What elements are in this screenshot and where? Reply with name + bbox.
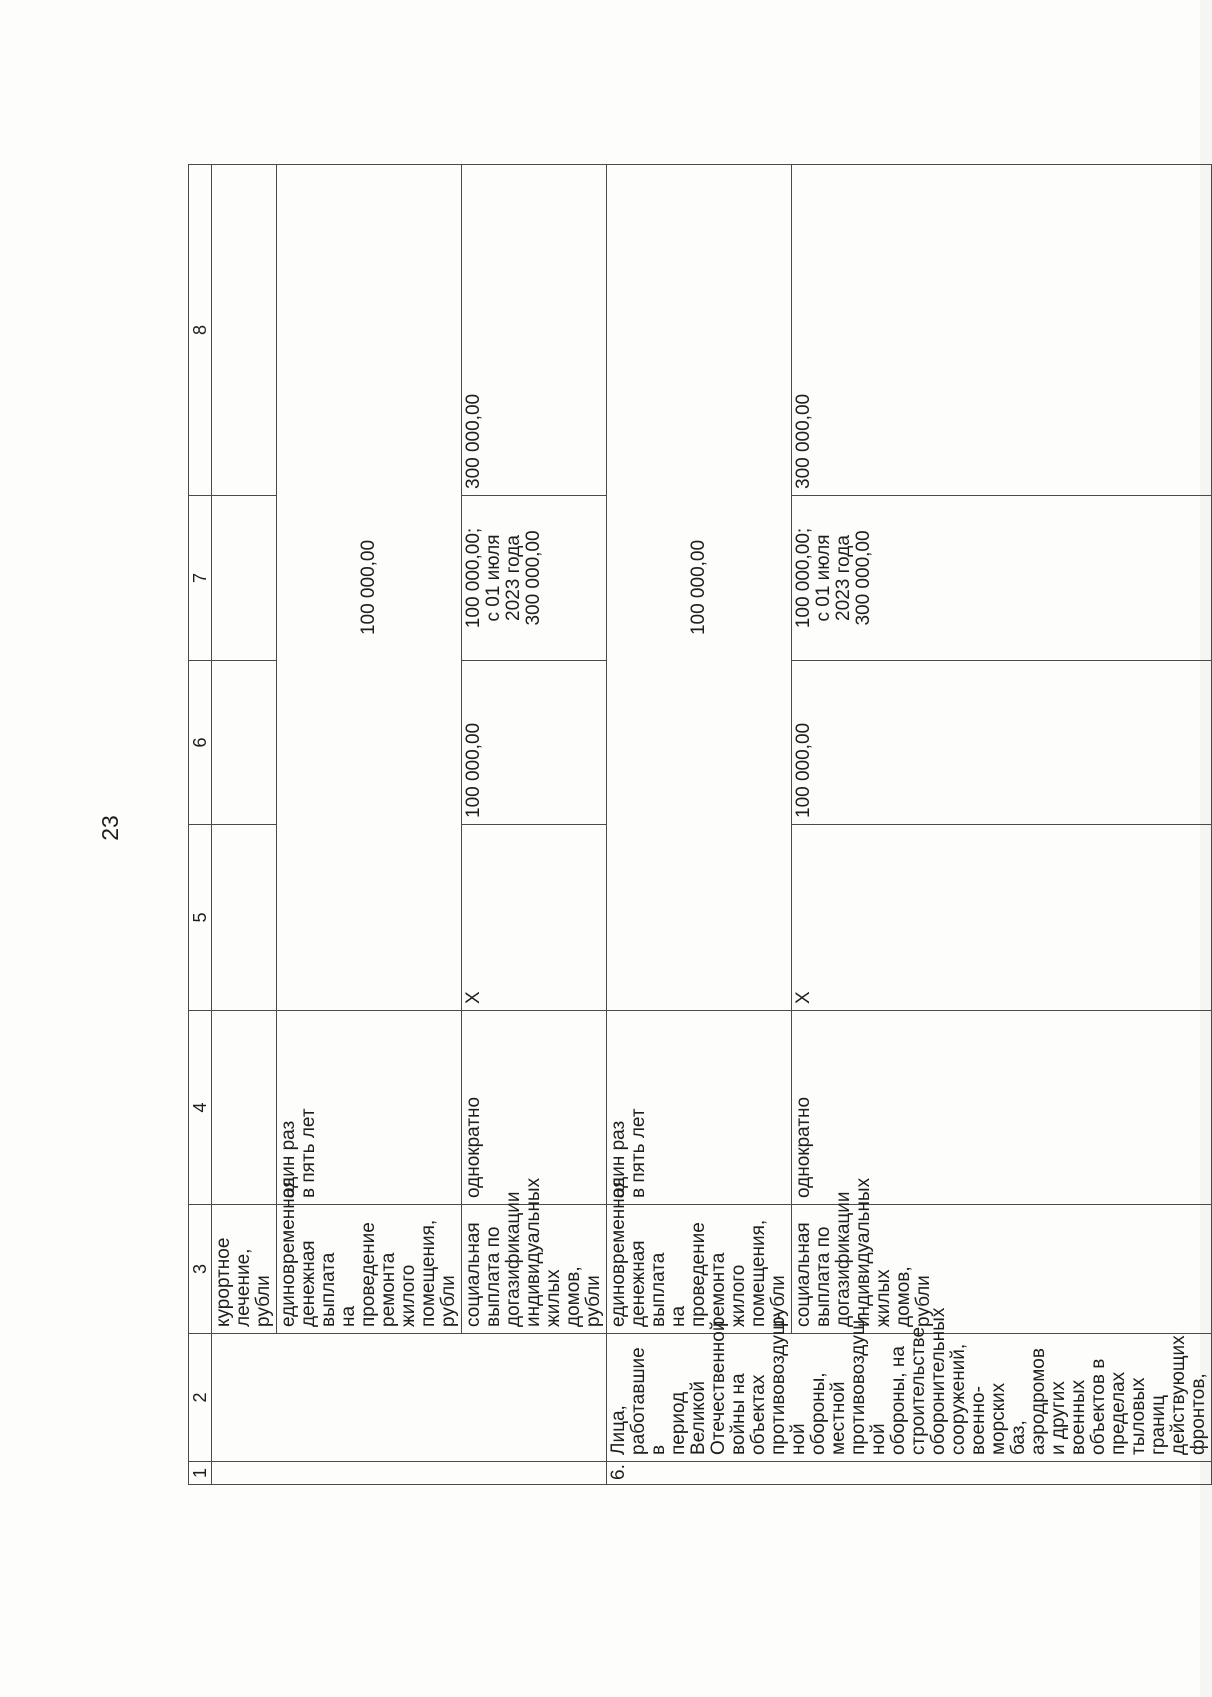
amount-cell: Х bbox=[462, 825, 607, 1011]
amount-cell: 100 000,00 bbox=[792, 661, 1212, 825]
benefit-type-cell: единовременная денежная выплата на проведение ремонта жилого помещения, рубли bbox=[607, 1205, 792, 1334]
beneficiary-cell bbox=[212, 1334, 607, 1462]
value-cell bbox=[212, 165, 277, 496]
item-number-cell: 6. bbox=[607, 1462, 1212, 1485]
beneficiary-cell: Лица, работавшие в период Великой Отечественной войны на объектах противовоздуш- ной обороны, местной противовоздуш- ной обороны, на строительстве оборонительных сооружений, военно-морских баз, аэродромов и других военных объектов в пределах тыловых границ действующих фронтов, bbox=[607, 1334, 1212, 1462]
amount-cell: 300 000,00 bbox=[792, 165, 1212, 496]
value-cell bbox=[212, 825, 277, 1011]
column-header: 6 bbox=[189, 661, 212, 825]
frequency-cell: однократно bbox=[792, 1011, 1212, 1205]
amount-cell: 100 000,00 bbox=[462, 661, 607, 825]
table-row bbox=[462, 165, 607, 1485]
item-number-cell bbox=[212, 1462, 607, 1485]
column-header: 4 bbox=[189, 1011, 212, 1205]
column-header: 5 bbox=[189, 825, 212, 1011]
amount-cell: Х bbox=[792, 825, 1212, 1011]
amount-cell: 100 000,00; с 01 июля 2023 года 300 000,00 bbox=[792, 496, 1212, 661]
column-header: 3 bbox=[189, 1205, 212, 1334]
frequency-cell bbox=[212, 1011, 277, 1205]
frequency-cell: один раз в пять лет bbox=[277, 1011, 462, 1205]
table-row bbox=[792, 165, 1212, 1485]
benefit-type-cell: социальная выплата по догазификации индивидуальных жилых домов, рубли bbox=[462, 1205, 607, 1334]
page-number: 23 bbox=[97, 815, 123, 841]
column-header: 1 bbox=[189, 1462, 212, 1485]
benefit-type-cell: курортное лечение, рубли bbox=[212, 1205, 277, 1334]
merged-amount-cell: 100 000,00 bbox=[277, 165, 462, 1011]
table-row bbox=[277, 165, 462, 1485]
table-row bbox=[607, 165, 792, 1485]
benefit-type-cell: единовременная денежная выплата на проведение ремонта жилого помещения, рубли bbox=[277, 1205, 462, 1334]
column-header: 7 bbox=[189, 496, 212, 661]
frequency-cell: один раз в пять лет bbox=[607, 1011, 792, 1205]
rotated-table-wrapper bbox=[188, 165, 1209, 1485]
benefit-type-cell: социальная выплата по догазификации индивидуальных жилых домов, рубли bbox=[792, 1205, 1212, 1334]
table-row bbox=[212, 165, 277, 1485]
benefits-table bbox=[188, 164, 1212, 1485]
value-cell bbox=[212, 661, 277, 825]
column-header: 8 bbox=[189, 165, 212, 496]
merged-amount-cell: 100 000,00 bbox=[607, 165, 792, 1011]
amount-cell: 300 000,00 bbox=[462, 165, 607, 496]
amount-cell: 100 000,00; с 01 июля 2023 года 300 000,00 bbox=[462, 496, 607, 661]
column-header: 2 bbox=[189, 1334, 212, 1462]
value-cell bbox=[212, 496, 277, 661]
column-number-row bbox=[189, 165, 212, 1485]
frequency-cell: однократно bbox=[462, 1011, 607, 1205]
